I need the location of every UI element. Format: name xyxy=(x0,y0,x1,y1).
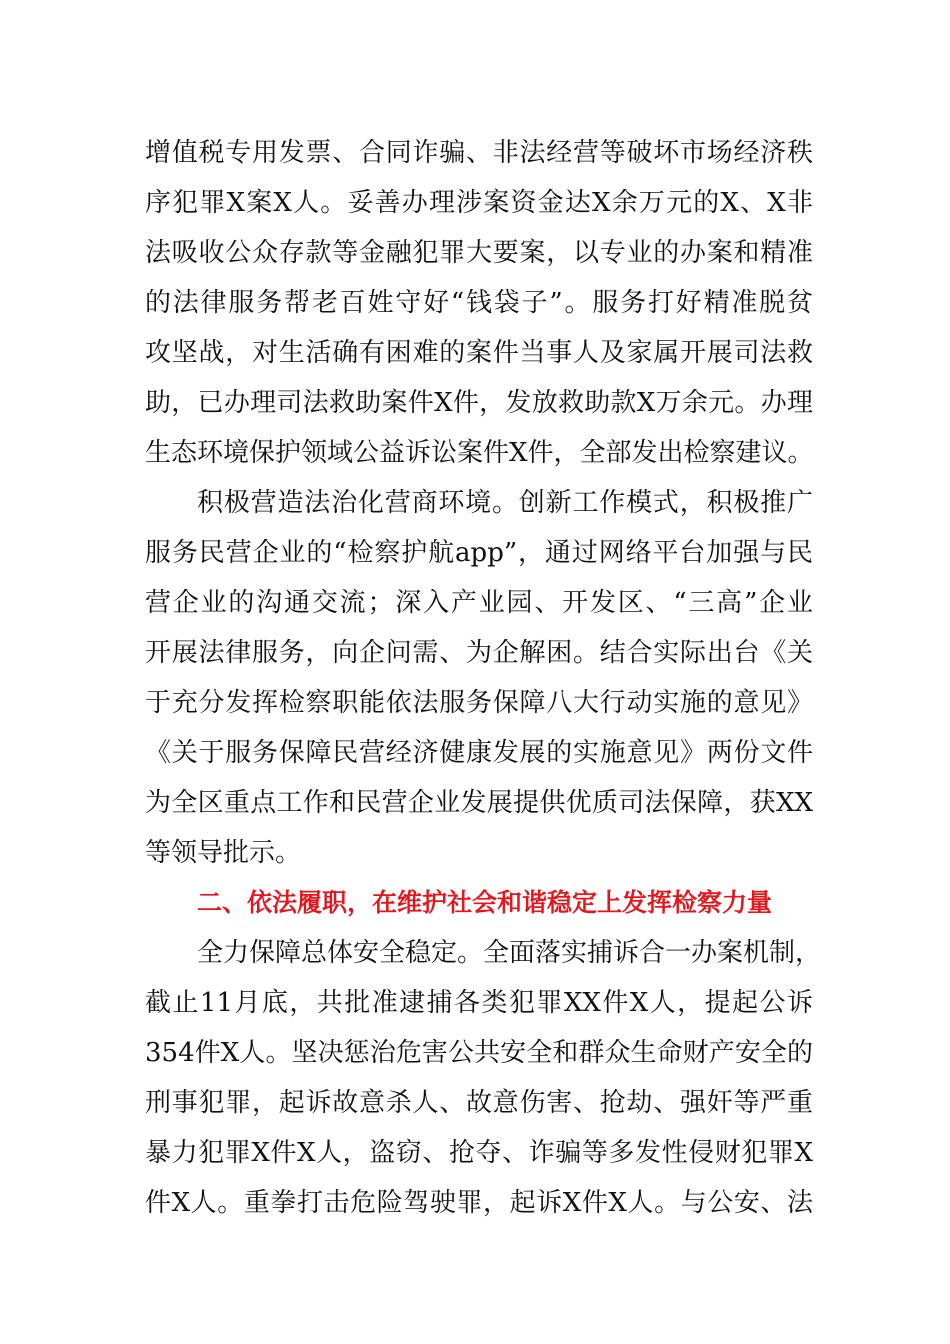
text-line: 354件X人。坚决惩治危害公共安全和群众生命财产安全的 xyxy=(145,1038,813,1068)
text-line: 序犯罪X案X人。妥善办理涉案资金达X余万元的X、X非 xyxy=(145,188,813,218)
text-line: 生态环境保护领域公益诉讼案件X件，全部发出检察建议。 xyxy=(145,438,814,468)
text-line: 积极营造法治化营商环境。创新工作模式，积极推广 xyxy=(197,488,813,518)
text-line: 全力保障总体安全稳定。全面落实捕诉合一办案机制， xyxy=(197,938,822,968)
text-line: 增值税专用发票、合同诈骗、非法经营等破坏市场经济秩 xyxy=(145,138,813,168)
text-line: 为全区重点工作和民营企业发展提供优质司法保障，获XX xyxy=(145,788,813,818)
text-line: 暴力犯罪X件X人，盗窃、抢夺、诈骗等多发性侵财犯罪X xyxy=(145,1138,813,1168)
text-line: 开展法律服务，向企问需、为企解困。结合实际出台《关 xyxy=(145,638,813,668)
text-line: 刑事犯罪，起诉故意杀人、故意伤害、抢劫、强奸等严重 xyxy=(145,1088,813,1118)
text-line: 助，已办理司法救助案件X件，发放救助款X万余元。办理 xyxy=(145,388,813,418)
text-line: 营企业的沟通交流；深入产业园、开发区、“三高”企业 xyxy=(145,588,813,618)
text-line: 法吸收公众存款等金融犯罪大要案，以专业的办案和精准 xyxy=(145,238,813,268)
paragraph-3 xyxy=(145,928,822,1228)
text-line: 于充分发挥检察职能依法服务保障八大行动实施的意见》 xyxy=(145,688,813,718)
text-line: 《关于服务保障民营经济健康发展的实施意见》两份文件 xyxy=(145,738,813,768)
text-line: 等领导批示。 xyxy=(145,838,302,868)
text-line: 服务民营企业的“检察护航app”，通过网络平台加强与民 xyxy=(145,538,813,568)
text-line: 的法律服务帮老百姓守好“钱袋子”。服务打好精准脱贫 xyxy=(145,288,813,318)
document-body xyxy=(145,128,822,1228)
text-line: 攻坚战，对生活确有困难的案件当事人及家属开展司法救 xyxy=(145,338,813,368)
paragraph-2 xyxy=(145,478,813,878)
heading-text: 二、依法履职，在维护社会和谐稳定上发挥检察力量 xyxy=(197,888,773,917)
section-heading xyxy=(145,878,813,928)
text-line: 截止11月底，共批准逮捕各类犯罪XX件X人，提起公诉 xyxy=(145,988,813,1018)
text-line: 件X人。重拳打击危险驾驶罪，起诉X件X人。与公安、法 xyxy=(145,1188,813,1218)
paragraph-1 xyxy=(145,128,813,478)
